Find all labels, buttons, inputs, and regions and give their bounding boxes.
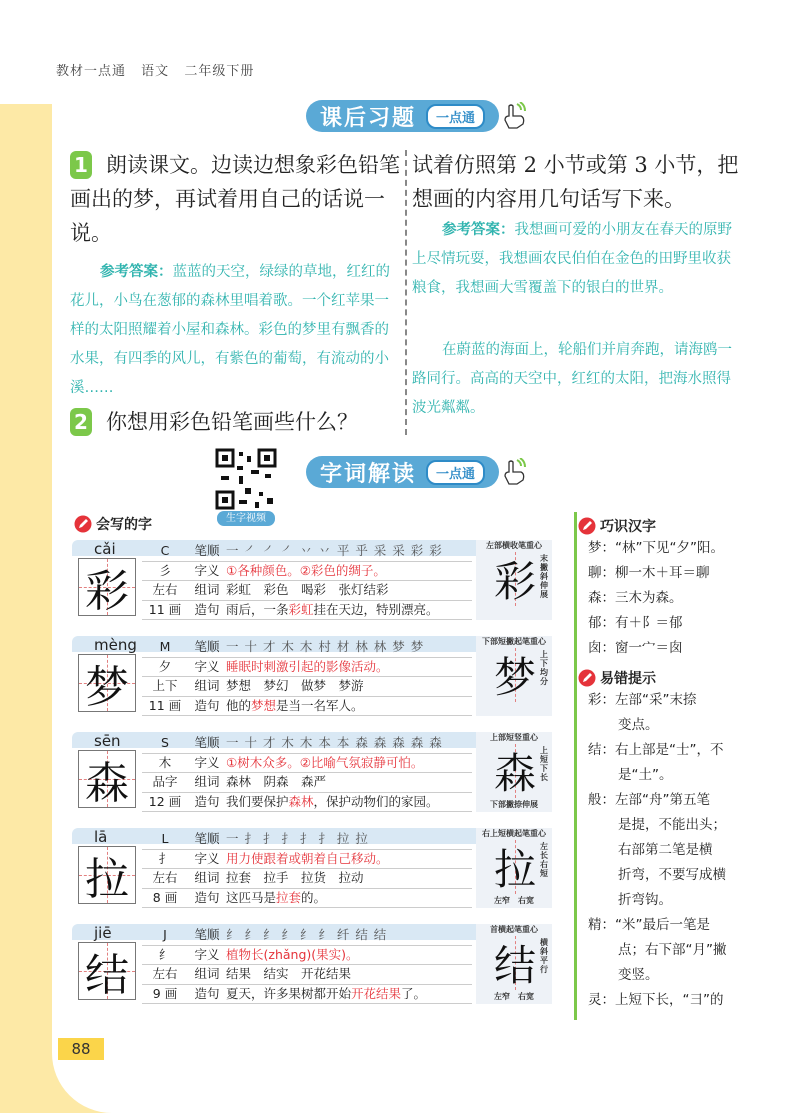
sentence-text: 我们要保护森林，保护动物们的家园。 bbox=[226, 793, 439, 809]
sentence-label: 造句 bbox=[194, 793, 220, 809]
words-text: 拉套 拉手 拉货 拉动 bbox=[226, 870, 364, 885]
header-strip bbox=[0, 0, 800, 104]
model-char-panel bbox=[476, 540, 552, 620]
model-glyph: 彩 bbox=[493, 557, 536, 606]
book-subject: 语文 bbox=[141, 64, 170, 79]
model-head: 右上短横起笔重心 bbox=[482, 829, 546, 838]
words-label: 组词 bbox=[194, 678, 220, 693]
meaning-label: 字义 bbox=[194, 946, 220, 962]
stroke-count: 11 画 bbox=[148, 697, 182, 713]
model-char-panel bbox=[476, 924, 552, 1004]
tips-list-2 bbox=[588, 688, 727, 1013]
model-glyph: 结 bbox=[493, 941, 536, 990]
question-2-number: 2 bbox=[70, 408, 92, 436]
model-head: 下部短撇起笔重心 bbox=[482, 637, 546, 646]
model-char bbox=[490, 746, 540, 796]
sentence-label: 造句 bbox=[194, 985, 220, 1001]
tip-item: 森：三木为森。 bbox=[588, 590, 683, 606]
meaning-row bbox=[142, 850, 472, 870]
words-label: 组词 bbox=[194, 966, 220, 981]
pinyin: jiē bbox=[94, 924, 112, 942]
pencil-icon bbox=[74, 515, 92, 533]
question-2-answer bbox=[412, 216, 734, 303]
words-row bbox=[142, 773, 472, 793]
char-glyph: 结 bbox=[85, 950, 129, 1001]
stroke-count: 8 画 bbox=[152, 889, 178, 905]
model-char bbox=[490, 938, 540, 988]
column-divider bbox=[405, 150, 407, 435]
tips-title-2 bbox=[578, 668, 656, 688]
words-text: 结果 结实 开花结果 bbox=[226, 966, 352, 981]
model-foot: 下部撇捺伸展 bbox=[490, 800, 538, 809]
structure: 左右 bbox=[152, 582, 178, 597]
sentence-text: 他的梦想是当一名军人。 bbox=[226, 697, 364, 713]
pencil-icon bbox=[578, 517, 596, 535]
meaning-label: 字义 bbox=[194, 658, 220, 674]
tips-title-1-label: 巧识汉字 bbox=[600, 519, 656, 535]
tip-item: 是提，不能出头； bbox=[618, 817, 726, 833]
words-label: 组词 bbox=[194, 582, 220, 597]
tips-title-1 bbox=[578, 516, 656, 536]
answer-label: 参考答案： bbox=[442, 222, 515, 238]
model-char-panel bbox=[476, 828, 552, 908]
sentence-label: 造句 bbox=[194, 889, 220, 905]
video-label[interactable]: 生字视频 bbox=[217, 511, 275, 526]
stroke-count: 9 画 bbox=[152, 985, 178, 1001]
char-box bbox=[78, 558, 136, 616]
tip-item: 灵：上短下长，“彐”的 bbox=[588, 992, 724, 1008]
letter: S bbox=[161, 735, 169, 750]
strokes-row bbox=[142, 638, 472, 658]
meaning-text: 用力使跟着或朝着自己移动。 bbox=[226, 850, 389, 866]
model-note: 上下均分 bbox=[540, 650, 548, 686]
highlight-word: 开花结果 bbox=[351, 985, 402, 1001]
letter: J bbox=[163, 927, 167, 942]
meaning-row bbox=[142, 562, 472, 582]
tip-item: 点；右下部“月”撇 bbox=[618, 942, 727, 958]
model-char-panel bbox=[476, 636, 552, 716]
strokes-label: 笔顺 bbox=[194, 735, 220, 750]
words-row bbox=[142, 965, 472, 985]
model-char bbox=[490, 650, 540, 700]
highlight-word: 森林 bbox=[288, 793, 314, 809]
tip-item: 精：“米”最后一笔是 bbox=[588, 917, 710, 933]
highlight-word: 梦想 bbox=[251, 697, 277, 713]
char-info bbox=[142, 830, 472, 908]
sentence-text: 夏天，许多果树都开始开花结果了。 bbox=[226, 985, 427, 1001]
model-foot: 左窄 右宽 bbox=[494, 896, 534, 905]
highlight-word: 拉套 bbox=[276, 889, 302, 905]
strokes-order: 一 ㇒ ㇒ ㇒ 丷 丷 平 乎 采 采 彩 彩 bbox=[226, 543, 443, 558]
tip-item: 变竖。 bbox=[618, 967, 659, 983]
exercises-banner bbox=[306, 100, 499, 132]
letter: M bbox=[159, 639, 171, 654]
meaning-row bbox=[142, 658, 472, 678]
sentence-label: 造句 bbox=[194, 601, 220, 617]
stroke-count: 12 画 bbox=[148, 793, 182, 809]
book-name: 教材一点通 bbox=[56, 64, 127, 79]
tip-item: 结：右上部是“士”，不 bbox=[588, 742, 724, 758]
words-row bbox=[142, 869, 472, 889]
strokes-row bbox=[142, 830, 472, 850]
answer-text: 蓝蓝的天空，绿绿的草地，红红的花儿，小鸟在葱郁的森林里唱着歌。一个红苹果一样的太阳照耀着小屋和森林。彩色的梦里有飘香的水果，有四季的风儿，有紫色的葡萄，有流动的小溪…… bbox=[70, 264, 390, 396]
highlight-word: 彩虹 bbox=[288, 601, 314, 617]
strokes-order: 一 扌 扌 扌 扌 扌 拉 拉 bbox=[226, 831, 369, 846]
model-note: 横斜平行 bbox=[540, 938, 548, 974]
model-glyph: 梦 bbox=[493, 653, 536, 702]
tip-item: 囱：窗一宀＝囱 bbox=[588, 640, 683, 656]
sentence-row bbox=[142, 985, 472, 1005]
strokes-order: 纟 纟 纟 纟 纟 纟 纤 结 结 bbox=[226, 927, 388, 942]
words-row bbox=[142, 581, 472, 601]
pinyin: cǎi bbox=[94, 540, 116, 558]
model-note: 末撇斜伸展 bbox=[540, 554, 548, 599]
tip-item: 折弯，不要写成横 bbox=[618, 867, 726, 883]
char-glyph: 拉 bbox=[85, 854, 129, 905]
tip-item: 右部第二笔是横 bbox=[618, 842, 713, 858]
char-card bbox=[72, 828, 552, 908]
strokes-label: 笔顺 bbox=[194, 831, 220, 846]
strokes-row bbox=[142, 926, 472, 946]
tip-item: 郁：有＋阝＝郁 bbox=[588, 615, 683, 631]
vocabulary-banner bbox=[306, 456, 499, 488]
radical: 木 bbox=[158, 754, 172, 770]
structure: 左右 bbox=[152, 966, 178, 981]
char-card bbox=[72, 636, 552, 716]
model-note: 左长右短 bbox=[540, 842, 548, 878]
words-row bbox=[142, 677, 472, 697]
model-glyph: 拉 bbox=[493, 845, 536, 894]
strokes-row bbox=[142, 734, 472, 754]
banner-tag: 一点通 bbox=[426, 104, 485, 129]
sentence-text: 这匹马是拉套的。 bbox=[226, 889, 327, 905]
qr-code-icon[interactable] bbox=[215, 448, 277, 510]
sentence-text: 雨后，一条彩虹挂在天边，特别漂亮。 bbox=[226, 601, 439, 617]
meaning-text: 睡眠时刺激引起的影像活动。 bbox=[226, 658, 389, 674]
strokes-label: 笔顺 bbox=[194, 639, 220, 654]
char-card bbox=[72, 924, 552, 1004]
meaning-label: 字义 bbox=[194, 754, 220, 770]
structure: 品字 bbox=[152, 774, 178, 789]
tips-divider bbox=[574, 512, 577, 1020]
char-info bbox=[142, 926, 472, 1004]
banner-tag: 一点通 bbox=[426, 460, 485, 485]
model-head: 首横起笔重心 bbox=[490, 925, 538, 934]
char-box bbox=[78, 846, 136, 904]
question-1-number: 1 bbox=[70, 151, 92, 179]
question-1 bbox=[70, 148, 400, 250]
tip-item: 聊：柳一木＋耳＝聊 bbox=[588, 565, 710, 581]
stroke-count: 11 画 bbox=[148, 601, 182, 617]
tips-title-2-label: 易错提示 bbox=[600, 671, 656, 687]
tip-item: 是“土”。 bbox=[618, 767, 673, 783]
answer-text: 我想画可爱的小朋友在春天的原野上尽情玩耍，我想画农民伯伯在金色的田野里收获粮食，我想画大雪覆盖下的银白的世界。 bbox=[412, 222, 732, 296]
meaning-text: ①树木众多。②比喻气氛寂静可怕。 bbox=[226, 754, 424, 770]
banner-title: 字词解读 bbox=[320, 461, 417, 487]
model-char-panel bbox=[476, 732, 552, 812]
char-glyph: 森 bbox=[85, 758, 129, 809]
letter: C bbox=[160, 543, 170, 558]
banner-title: 课后习题 bbox=[320, 105, 417, 131]
radical: 纟 bbox=[158, 946, 172, 962]
pinyin: lā bbox=[94, 828, 108, 846]
model-head: 上部短竖重心 bbox=[490, 733, 538, 742]
words-text: 森林 阴森 森严 bbox=[226, 774, 327, 789]
words-label: 组词 bbox=[194, 774, 220, 789]
strokes-order: 一 十 才 木 木 本 本 森 森 森 森 森 bbox=[226, 735, 443, 750]
question-2-continued: 试着仿照第 2 小节或第 3 小节，把想画的内容用几句话写下来。 bbox=[412, 153, 739, 211]
question-2 bbox=[70, 405, 405, 439]
radical: 夕 bbox=[158, 658, 172, 674]
meaning-text: 植物长(zhǎng)(果实)。 bbox=[226, 946, 359, 962]
model-head: 左部横收笔重心 bbox=[486, 541, 542, 550]
structure: 左右 bbox=[152, 870, 178, 885]
pointing-hand-icon bbox=[501, 102, 527, 130]
tip-item: 折弯钩。 bbox=[618, 892, 672, 908]
meaning-row bbox=[142, 754, 472, 774]
strokes-row bbox=[142, 542, 472, 562]
char-glyph: 彩 bbox=[85, 566, 129, 617]
model-char bbox=[490, 842, 540, 892]
char-card bbox=[72, 540, 552, 620]
char-box bbox=[78, 750, 136, 808]
model-char bbox=[490, 554, 540, 604]
question-1-answer bbox=[70, 258, 402, 403]
char-box bbox=[78, 942, 136, 1000]
pinyin: mèng bbox=[94, 636, 137, 654]
question-2-answer-2: 在蔚蓝的海面上，轮船们并肩奔跑，请海鸥一路同行。高高的天空中，红红的太阳，把海水照得波光粼粼。 bbox=[412, 342, 732, 416]
strokes-label: 笔顺 bbox=[194, 543, 220, 558]
tip-item: 变点。 bbox=[618, 717, 659, 733]
char-box bbox=[78, 654, 136, 712]
letter: L bbox=[161, 831, 169, 846]
sentence-label: 造句 bbox=[194, 697, 220, 713]
sentence-row bbox=[142, 601, 472, 621]
model-glyph: 森 bbox=[493, 749, 536, 798]
tip-item: 梦：“林”下见“夕”阳。 bbox=[588, 540, 724, 556]
meaning-label: 字义 bbox=[194, 562, 220, 578]
sentence-row bbox=[142, 697, 472, 717]
words-text: 梦想 梦幻 做梦 梦游 bbox=[226, 678, 364, 693]
book-grade: 二年级下册 bbox=[184, 64, 255, 79]
tips-list-1 bbox=[588, 536, 724, 661]
char-info bbox=[142, 542, 472, 620]
model-foot: 左窄 右宽 bbox=[494, 992, 534, 1001]
strokes-order: 一 十 才 木 木 村 材 林 林 梦 梦 bbox=[226, 639, 425, 654]
model-note: 上短下长 bbox=[540, 746, 548, 782]
tip-item: 彩：左部“采”末捺 bbox=[588, 692, 697, 708]
pointing-hand-icon bbox=[501, 458, 527, 486]
meaning-label: 字义 bbox=[194, 850, 220, 866]
radical: 扌 bbox=[158, 850, 172, 866]
tip-item: 般：左部“舟”第五笔 bbox=[588, 792, 710, 808]
structure: 上下 bbox=[152, 678, 178, 693]
section-write-title bbox=[74, 514, 152, 534]
pinyin: sēn bbox=[94, 732, 121, 750]
answer-label: 参考答案： bbox=[100, 264, 173, 280]
sentence-row bbox=[142, 793, 472, 813]
page-number: 88 bbox=[58, 1038, 104, 1060]
char-glyph: 梦 bbox=[85, 662, 129, 713]
words-text: 彩虹 彩色 喝彩 张灯结彩 bbox=[226, 582, 389, 597]
char-info bbox=[142, 734, 472, 812]
meaning-row bbox=[142, 946, 472, 966]
meaning-text: ①各种颜色。②彩色的绸子。 bbox=[226, 562, 386, 578]
book-label bbox=[56, 60, 264, 79]
section-write-label: 会写的字 bbox=[96, 517, 152, 533]
char-info bbox=[142, 638, 472, 716]
question-1-text: 朗读课文。边读边想象彩色铅笔画出的梦，再试着用自己的话说一说。 bbox=[70, 153, 400, 245]
strokes-label: 笔顺 bbox=[194, 927, 220, 942]
words-label: 组词 bbox=[194, 870, 220, 885]
radical: 彡 bbox=[158, 562, 172, 578]
sentence-row bbox=[142, 889, 472, 909]
question-2-text: 你想用彩色铅笔画些什么？ bbox=[106, 410, 358, 434]
char-card bbox=[72, 732, 552, 812]
pencil-icon bbox=[578, 669, 596, 687]
